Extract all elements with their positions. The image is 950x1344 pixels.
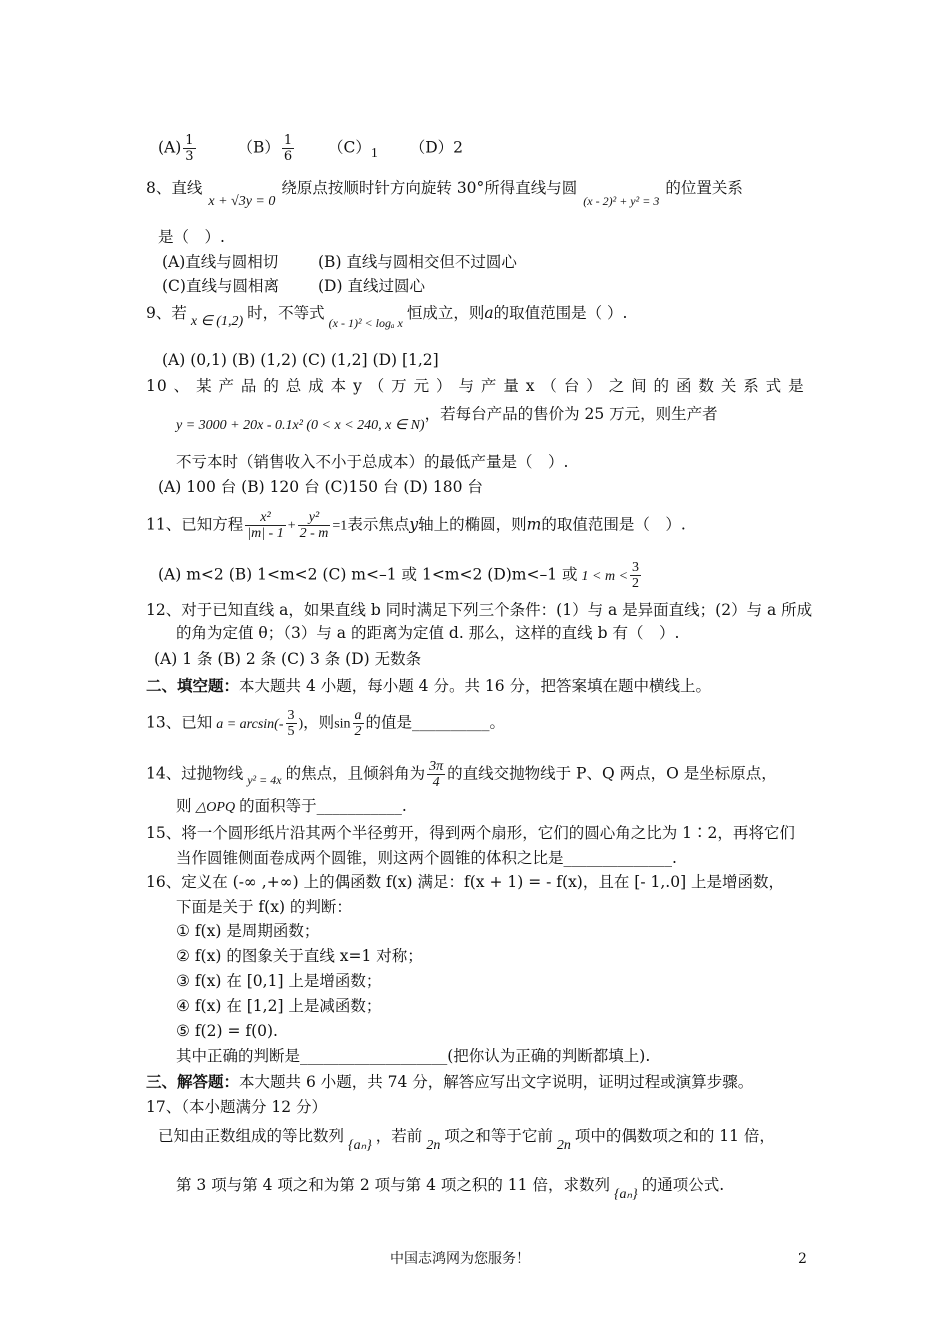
q13-sin-fraction: $\frac{a}{2}$ [354,708,362,739]
q13: 13、已知 a = arcsin(- $\frac{3}{5}$ )，则sin $\frac{a}{2}$ 的值是__________。 [146,708,506,739]
q11-line1: 11、已知方程 $\frac{\text{x²}}{|m| - 1}$ + $\frac{\text{y²}}{2 - m}$ =1表示焦点y轴上的椭圆，则m的取值范围是（ ）. [146,510,686,541]
q14-line2: 则 △OPQ 的面积等于___________. [176,797,407,815]
q7-b-fraction: $\frac{1}{6}$ [283,133,293,164]
q7-options: (A) $\frac{1}{3}$ （B） $\frac{1}{6}$ （C）1 （D）2 [158,133,464,164]
q17-title: 17、（本小题满分 12 分） [146,1098,328,1116]
q10-line1: 10 、 某 产 品 的 总 成 本 y （ 万 元 ） 与 产 量 x （ 台 ） 之 间 的 函 数 关 系 式 是 [146,377,805,395]
q17-line2: 第 3 项与第 4 项之和为第 2 项与第 4 项之积的 11 倍，求数列{aₙ}的通项公式. [176,1176,725,1202]
footer-text: 中国志鸿网为您服务！ [390,1251,530,1267]
q13-fraction: $\frac{3}{5}$ [287,708,295,739]
q11-options: (A) m<2 (B) 1<m<2 (C) m<–1 或 1<m<2 (D)m<–1 或 1 < m < $\frac{3}{2}$ [158,560,640,591]
q16-line1: 16、定义在 (-∞ ,+∞) 上的偶函数 f(x) 满足：f(x + 1) = - f(x)，且在 [- 1,.0] 上是增函数， [146,873,785,891]
q14-line1: 14、过抛物线 $_{y^2 = 4x}$ 的焦点，且倾斜角为 $\frac{3\pi}{4}$ 的直线交抛物线于 P、Q 两点，O 是坐标原点， [146,759,777,790]
q10-line3: 不亏本时（销售收入不小于总成本）的最低产量是（ ）. [176,453,569,471]
q8-line1: 8、直线x + √3y = 0绕原点按顺时针方向旋转 30°所得直线与圆$_{(x - 2)^2 + y^2 = 3}$的位置关系 [146,179,743,209]
q8-option-a: (A)直线与圆相切 [162,253,279,271]
q10-line2: y = 3000 + 20x - 0.1x² (0 < x < 240, x ∈ N)，若每台产品的售价为 25 万元，则生产者 [176,405,718,433]
q12-line1: 12、对于已知直线 a，如果直线 b 同时满足下列三个条件：(1）与 a 是异面直线；(2）与 a 所成 [146,601,813,619]
q16-answer: 其中正确的判断是___________________(把你认为正确的判断都填上). [176,1047,651,1065]
q11-fraction-1: $\frac{\text{x²}}{|m| - 1}$ [247,510,284,541]
page-number: 2 [798,1251,807,1267]
q8-option-b: (B) 直线与圆相交但不过圆心 [318,253,517,271]
q10-options: (A) 100 台 (B) 120 台 (C)150 台 (D) 180 台 [158,478,483,496]
q17-line1: 已知由正数组成的等比数列{aₙ}，若前2n项之和等于它前2n项中的偶数项之和的 11 倍， [158,1127,775,1153]
q8-option-c: (C)直线与圆相离 [162,277,279,295]
q12-line2: 的角为定值 θ；（3）与 a 的距离为定值 d. 那么，这样的直线 b 有（ ）. [176,624,680,642]
q16-item-1: ① f(x) 是周期函数； [176,922,320,940]
q8-option-d: (D) 直线过圆心 [318,277,425,295]
q15-line2: 当作圆锥侧面卷成两个圆锥，则这两个圆锥的体积之比是______________. [176,849,677,867]
section-2-heading: 二、填空题：本大题共 4 小题，每小题 4 分。共 16 分，把答案填在题中横线上。 [146,676,712,695]
q16-line2: 下面是关于 f(x) 的判断： [176,898,352,916]
q16-item-3: ③ f(x) 在 [0,1] 上是增函数； [176,972,382,990]
q9-options: (A) (0,1) (B) (1,2) (C) (1,2] (D) [1,2] [162,351,439,369]
q9-line1: 9、若 x ∈ (1,2) 时，不等式$_{(x - 1)^2 < log_a x}$恒成立，则a的取值范围是（ ）. [146,304,628,330]
q16-item-2: ② f(x) 的图象关于直线 x=1 对称； [176,947,423,965]
q16-item-5: ⑤ f(2) = f(0). [176,1022,278,1040]
section-3-heading: 三、解答题：本大题共 6 小题，共 74 分，解答应写出文字说明，证明过程或演算步骤。 [146,1072,754,1091]
q12-options: (A) 1 条 (B) 2 条 (C) 3 条 (D) 无数条 [154,650,422,668]
q15-line1: 15、将一个圆形纸片沿其两个半径剪开，得到两个扇形，它们的圆心角之比为 1∶2，再将它们 [146,824,795,842]
q14-fraction: $\frac{3\pi}{4}$ [429,759,444,790]
q7-a-fraction: $\frac{1}{3}$ [185,133,194,164]
q8-line2: 是（ ）. [158,228,225,246]
q16-item-4: ④ f(x) 在 [1,2] 上是减函数； [176,997,382,1015]
q11-fraction-2: $\frac{\text{y²}}{2 - m}$ [299,510,329,541]
q11-option-d-fraction: $\frac{3}{2}$ [632,560,640,591]
